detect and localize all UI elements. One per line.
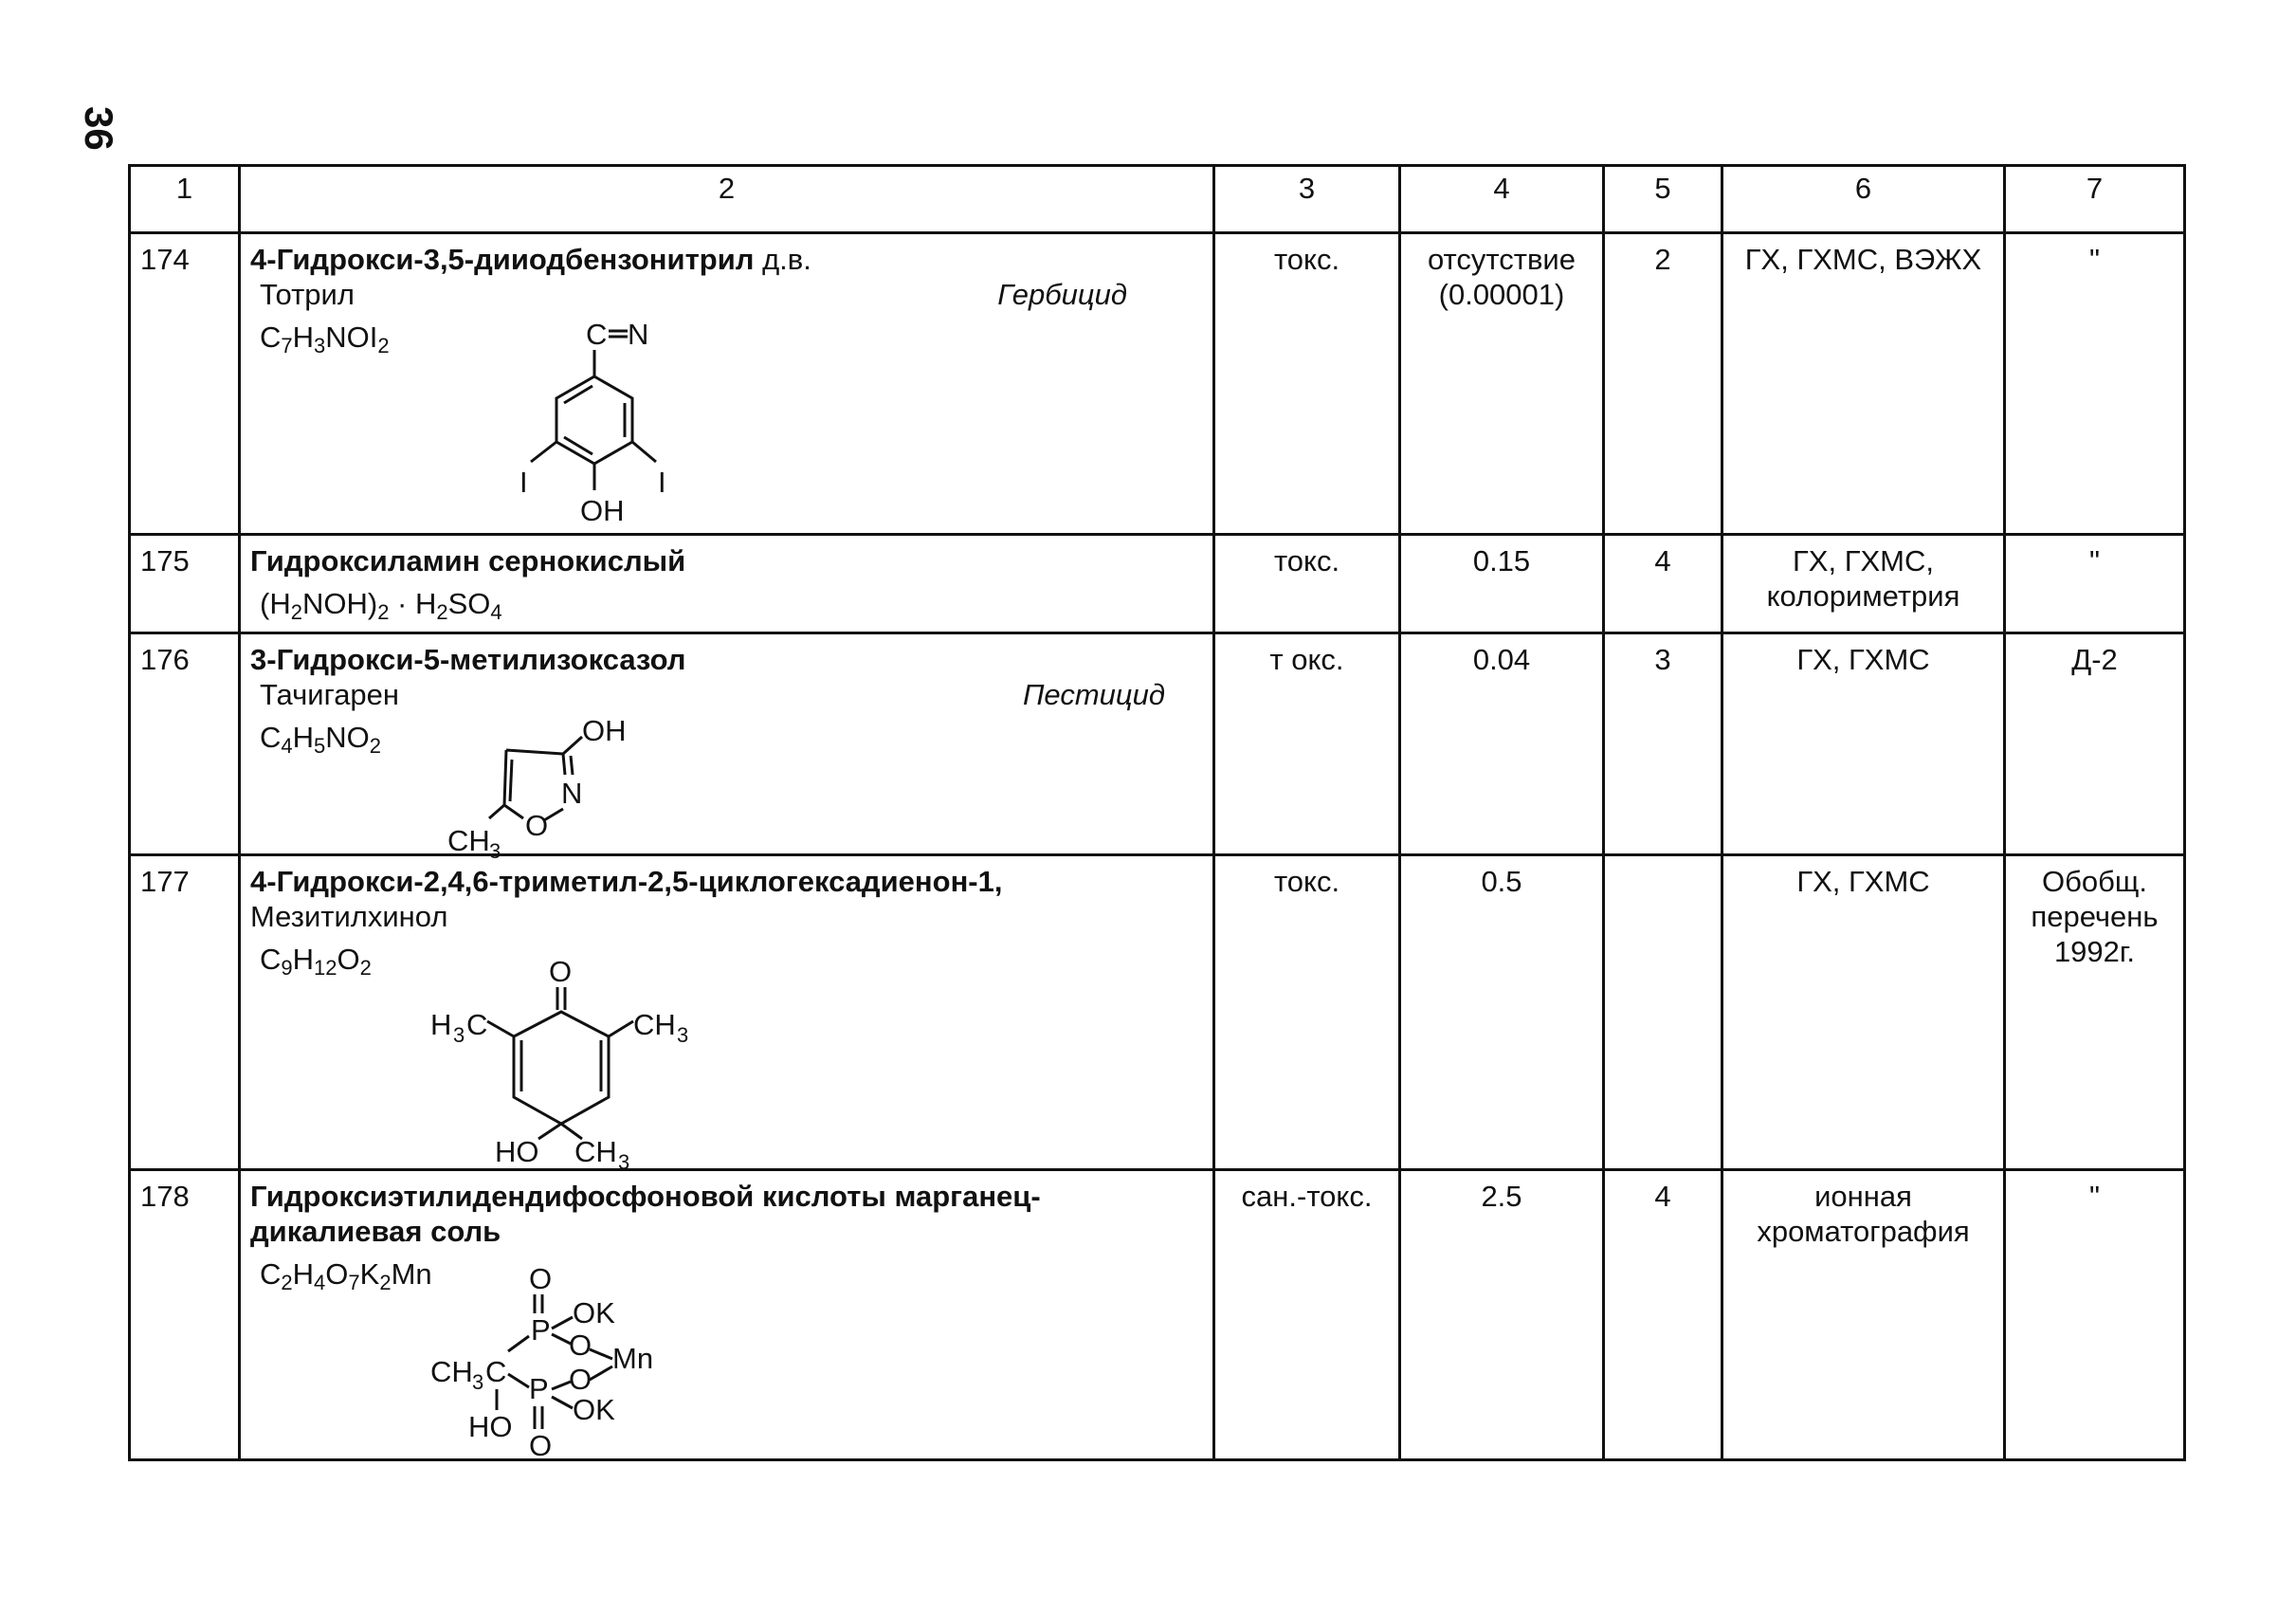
col5-value: 4 <box>1604 535 1722 633</box>
page-number: 36 <box>77 106 121 151</box>
svg-text:N: N <box>628 318 649 351</box>
structure-diagram-176 <box>440 706 667 858</box>
svg-text:3: 3 <box>677 1023 689 1047</box>
svg-text:3: 3 <box>472 1370 484 1394</box>
row-number: 177 <box>130 855 240 1170</box>
svg-text:3: 3 <box>453 1023 465 1047</box>
col6-value: ГХ, ГХМС, ВЭЖХ <box>1722 233 2005 535</box>
category: Гербицид <box>997 278 1127 311</box>
svg-text:OK: OK <box>573 1296 615 1329</box>
svg-text:C: C <box>466 1008 488 1041</box>
svg-text:C: C <box>586 318 608 351</box>
svg-text:P: P <box>529 1372 549 1405</box>
svg-text:O: O <box>529 1262 553 1295</box>
substance-cell <box>240 535 1214 633</box>
svg-text:I: I <box>658 466 666 499</box>
col3-value: токс. <box>1214 233 1400 535</box>
svg-text:CH: CH <box>633 1008 676 1041</box>
structure-diagram-174 <box>468 310 715 538</box>
svg-text:O: O <box>525 809 549 842</box>
svg-text:HO: HO <box>495 1135 539 1168</box>
svg-text:CH: CH <box>447 824 490 857</box>
col-header-3: 3 <box>1214 166 1400 233</box>
svg-text:O: O <box>569 1329 592 1362</box>
svg-text:C: C <box>485 1355 507 1388</box>
svg-text:CH: CH <box>574 1135 617 1168</box>
col7-value: " <box>2005 1170 2185 1460</box>
header-row <box>130 166 2185 233</box>
col3-value: токс. <box>1214 855 1400 1170</box>
structure-diagram-177 <box>430 944 734 1171</box>
formula: $C_4H_5NO_2$ <box>260 721 382 758</box>
name-suffix: д.в. <box>754 243 811 276</box>
trade-name: Тотрил <box>260 278 355 311</box>
category: Пестицид <box>1022 678 1165 711</box>
svg-text:OK: OK <box>573 1393 615 1426</box>
col7-value: " <box>2005 535 2185 633</box>
trade-name: Тачигарен <box>260 678 400 711</box>
substance-cell <box>240 855 1214 1170</box>
row-number: 178 <box>130 1170 240 1460</box>
col-header-5: 5 <box>1604 166 1722 233</box>
svg-text:N: N <box>561 777 583 810</box>
table-row <box>130 633 2185 855</box>
row-number: 174 <box>130 233 240 535</box>
substance-name: 4-Гидрокси-2,4,6-триметил-2,5-циклогексадиенон-1, <box>250 865 1003 898</box>
row-number: 175 <box>130 535 240 633</box>
trade-row <box>250 677 1203 712</box>
substance-name: Гидроксиэтилидендифосфоновой кислоты марганец-дикалиевая соль <box>250 1180 1041 1248</box>
col3-value: токс. <box>1214 535 1400 633</box>
formula: $C_2H_4O_7K_2Mn$ <box>260 1257 432 1294</box>
svg-text:3: 3 <box>618 1150 630 1171</box>
table-row <box>130 233 2185 535</box>
substance-name-line <box>250 242 1203 277</box>
substance-name: 4-Гидрокси-3,5-дииодбензонитрил <box>250 243 755 276</box>
trade-name: Мезитилхинол <box>250 900 448 933</box>
svg-text:O: O <box>529 1429 553 1461</box>
svg-text:3: 3 <box>489 839 501 858</box>
svg-text:O: O <box>549 955 573 988</box>
substance-cell <box>240 1170 1214 1460</box>
col-header-1: 1 <box>130 166 240 233</box>
col5-value <box>1604 855 1722 1170</box>
substance-cell <box>240 633 1214 858</box>
col4-value: 0.15 <box>1400 535 1604 633</box>
table-row <box>130 855 2185 1170</box>
col7-value: Д-2 <box>2005 633 2185 855</box>
col6-value: ГХ, ГХМС, колориметрия <box>1722 535 2005 633</box>
svg-text:OH: OH <box>580 494 625 527</box>
svg-text:Mn: Mn <box>612 1342 654 1375</box>
col4-value: отсутствие (0.00001) <box>1400 233 1604 535</box>
substance-name: 3-Гидрокси-5-метилизоксазол <box>250 643 686 676</box>
col3-value: сан.-токс. <box>1214 1170 1400 1460</box>
col7-value: Обобщ. перечень 1992г. <box>2005 855 2185 1170</box>
table-row <box>130 1170 2185 1460</box>
substances-table <box>128 164 2186 1461</box>
formula: $C_7H_3NOI_2$ <box>260 321 390 357</box>
structure-diagram-178 <box>430 1262 772 1461</box>
substance-name: Гидроксиламин сернокислый <box>250 544 686 577</box>
table-row <box>130 535 2185 633</box>
col5-value: 4 <box>1604 1170 1722 1460</box>
col6-value: ГХ, ГХМС <box>1722 633 2005 855</box>
col6-value: ГХ, ГХМС <box>1722 855 2005 1170</box>
col-header-6: 6 <box>1722 166 2005 233</box>
col7-value: " <box>2005 233 2185 535</box>
substance-cell <box>240 233 1214 535</box>
col6-value: ионная хроматография <box>1722 1170 2005 1460</box>
svg-text:O: O <box>569 1363 592 1396</box>
col5-value: 2 <box>1604 233 1722 535</box>
col-header-7: 7 <box>2005 166 2185 233</box>
col-header-2: 2 <box>240 166 1214 233</box>
col4-value: 0.5 <box>1400 855 1604 1170</box>
svg-text:CH: CH <box>430 1355 473 1388</box>
trade-row <box>250 277 1203 312</box>
col-header-4: 4 <box>1400 166 1604 233</box>
formula: $C_9H_{12}O_2$ <box>260 943 372 980</box>
col3-value: т окс. <box>1214 633 1400 855</box>
col4-value: 2.5 <box>1400 1170 1604 1460</box>
svg-text:I: I <box>519 466 528 499</box>
svg-text:OH: OH <box>582 714 627 747</box>
formula: $(H_2NOH)_2 \cdot H_2SO_4$ <box>260 587 502 624</box>
svg-text:H: H <box>430 1008 452 1041</box>
col4-value: 0.04 <box>1400 633 1604 855</box>
col5-value: 3 <box>1604 633 1722 855</box>
svg-text:HO: HO <box>468 1410 513 1443</box>
row-number: 176 <box>130 633 240 855</box>
svg-text:P: P <box>531 1313 551 1347</box>
